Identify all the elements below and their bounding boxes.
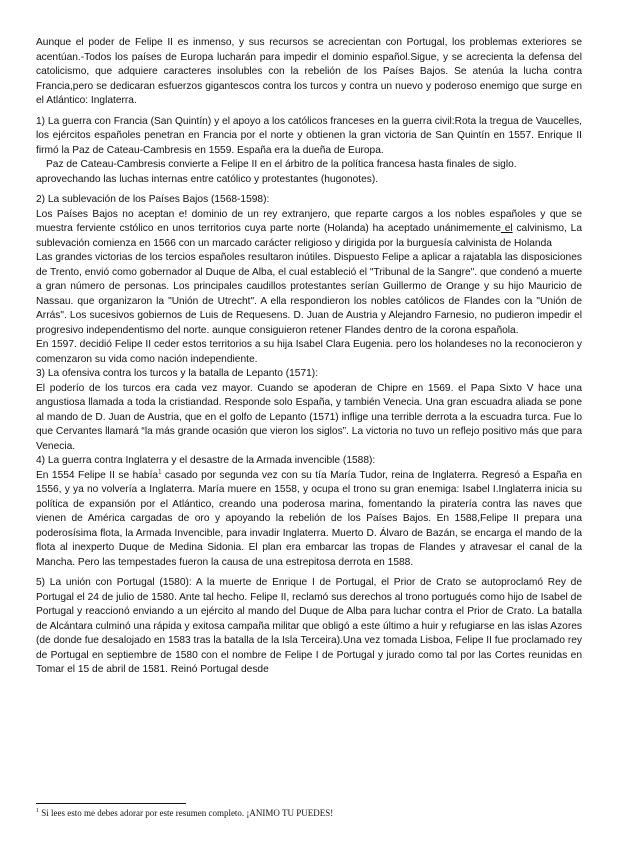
section-1-paragraph-2: Paz de Cateau-Cambresis convierte a Felipe II en el árbitro de la política francesa hasta finales de siglo.: [46, 159, 517, 170]
section-3-heading: 3) La ofensiva contra los turcos y la batalla de Lepanto (1571):: [36, 368, 319, 379]
footnote-text: Si lees esto me debes adorar por este resumen completo. ¡ANIMO TU PUEDES!: [39, 808, 334, 818]
section-2-paragraph-1: [36, 208, 582, 252]
section-4-p1-text-b: casado por segunda vez con su tía María Tudor, reina de Inglaterra. Regresó a España en 1556, y ya no volvería a Inglaterra. María muere en 1558, y ocupa el trono su gran enemiga: Isabel I.Inglaterra inicia su política de expansión por el Atlántico, creando una poderosa marina, fomentando la piratería contra las naves que vienen de América cargadas de oro y apoyando la rebelión de los Países Bajos. En 1588,Felipe II prepara una poderosísima flota, la Armada Invencible, para invadir Inglaterra. Muerto D. Álvaro de Bazán, se encarga el mando de la flota al inexperto Duque de Medina Sidonia. El plan era embarcar las tropas de Flandes y atravesar el canal de la Mancha. Pero las tempestades fueron la causa de una estrepitosa derrota en 1588.: [36, 469, 582, 568]
section-1-paragraph: 1) La guerra con Francia (San Quintín) y el apoyo a los católicos franceses en la guerra civil:Rota la tregua de Vaucelles, los ejércitos españoles penetran en Francia por el norte y obtienen la gran victoria de San Quintín en 1557. Enrique II firmó la Paz de Cateau-Cambresis en 1559. España era la dueña de Europa.: [36, 115, 582, 156]
section-4-p1-text-a: En 1554 Felipe II se había: [36, 469, 159, 481]
footnote-number: 1: [36, 808, 39, 814]
intro-paragraph: Aunque el poder de Felipe II es inmenso, y sus recursos se acrecientan con Portugal, los problemas exteriores se acentúan.-Todos los países de Europa lucharán para impedir el dominio español.Sigue, y se acrecienta la defensa del catolicismo, que adquiere caracteres insolubles con la rebelión de los Países Bajos. Se atenúa la lucha contra Francia,pero se dedicaran esfuerzos gigantescos contra los turcos y contra un nuevo y poderoso enemigo que surge en el Atlántico: Inglaterra.: [36, 37, 582, 106]
section-2-p1-text-b: calvinismo, La sublevación comienza en 1566 con un marcado carácter religioso y dirigida por la burguesía calvinista de Holanda: [36, 223, 582, 249]
section-4-paragraph: [36, 469, 582, 571]
footnote-reference[interactable]: 1: [158, 469, 162, 476]
section-3-paragraph: El poderío de los turcos era cada vez mayor. Cuando se apoderan de Chipre en 1569. el Papa Sixto V hace una angustiosa llamada a toda la cristiandad. Responde solo España, y también Venecia. Una gran escuadra aliada se pone al mando de D. Juan de Austria, que en el golfo de Lepanto (1571) inflige una terrible derrota a la escuadra turca. Fue lo que Cervantes llamará “la más grande ocasión que vieron los siglos”. La victoria no tuvo un reflejo positivo más que para Venecia.: [36, 382, 582, 452]
section-1-paragraph-3: aprovechando las luchas internas entre católico y protestantes (hugonotes).: [36, 173, 379, 185]
footnote: [36, 803, 582, 818]
section-4-heading: 4) La guerra contra Inglaterra y el desastre de la Armada invencible (1588):: [36, 455, 376, 466]
underlined-word-el: el: [500, 223, 513, 234]
footnote-divider: [36, 803, 186, 804]
section-2-p1-text-a: Los Países Bajos no aceptan e! dominio de un rey extranjero, que reparte cargos a los nobles españoles y que se muestra ferviente cstólico en unos territorios cuya parte norte (Holanda) ha aceptado unánimemente: [36, 208, 582, 234]
document-page: [36, 36, 582, 678]
section-2-heading: 2) La sublevación de los Países Bajos (1568-1598):: [36, 194, 270, 205]
section-5-paragraph: 5) La unión con Portugal (1580): A la muerte de Enrique I de Portugal, el Prior de Crato se autoproclamó Rey de Portugal el 24 de julio de 1580. Ante tal hecho. Felipe II, reclamó sus derechos al trono portugués como hijo de Isabel de Portugal y reaccionó enviando a un ejército al mando del Duque de Alba para luchar contra el Prior de Crato. La batalla de Alcántara culminó una rápida y exitosa campaña militar que obligó a este último a huir y refugiarse en las islas Azores (de donde fue desalojado en 1583 tras la batalla de la Isla Terceira).Una vez tomada Lisboa, Felipe II fue proclamado rey de Portugal en septiembre de 1580 con el nombre de Felipe I de Portugal y jurado como tal por las Cortes reunidas en Tomar el 15 de abril de 1581. Reinó Portugal desde: [36, 577, 582, 675]
section-2-paragraph-2: Las grandes victorias de los tercios españoles resultaron inútiles. Dispuesto Felipe a aplicar a rajatabla las disposiciones de Trento, envió como gobernador al Duque de Alba, el cual estableció el "Tribunal de la Sangre". que condenó a muerte a gran número de personas. Los principales caudillos protestantes serían Guillermo de Orange y su hijo Mauricio de Nassau. que organizaron la "Unión de Utrecht". A ella respondieron los nobles católicos de Flandes con la "Unión de Arrás". Los sucesivos gobiernos de Luis de Requesens. D. Juan de Austria y Alejandro Farnesio, no pudieron impedir el progresivo independentismo del norte. aunque consiguieron retener Flandes dentro de la corona española.: [36, 252, 582, 336]
section-2-paragraph-3: En 1597. decidió Felipe II ceder estos territorios a su hija Isabel Clara Eugenia. pero los holandeses no la reconocieron y comenzaron su vida como nación independiente.: [36, 339, 582, 365]
